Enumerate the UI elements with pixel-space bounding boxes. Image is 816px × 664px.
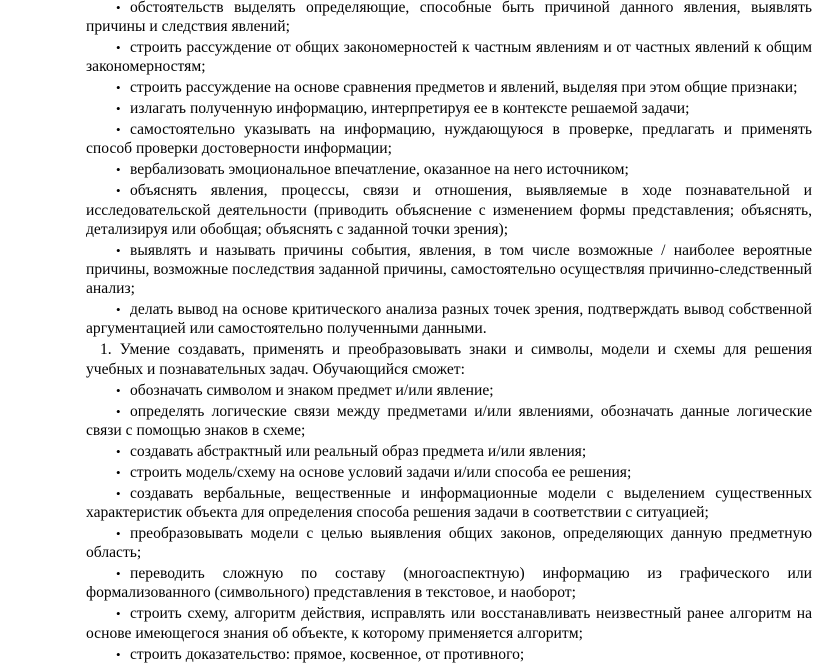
list-item-text: вербализовать эмоциональное впечатление, оказанное на него источником; (130, 161, 629, 179)
list-item (86, 400, 812, 440)
bullet-marker: • (116, 122, 121, 138)
list-item (86, 461, 812, 482)
list-item (86, 118, 812, 158)
list-item (86, 482, 812, 522)
list-item (86, 76, 812, 97)
bullet-marker: • (116, 526, 121, 542)
list-item (86, 180, 812, 239)
list-item-text: строить схему, алгоритм действия, исправлять или восстанавливать неизвестный ранее алгоритм на основе имеющегося знания об объекте, к которому применяется алгоритм; (86, 605, 812, 642)
list-item-text: создавать абстрактный или реальный образ предмета и/или явления; (130, 442, 587, 460)
bullet-marker: • (116, 242, 121, 258)
bullet-marker: • (116, 464, 121, 480)
bullet-marker: • (116, 101, 121, 117)
list-item (86, 239, 812, 298)
list-item (86, 562, 812, 602)
list-item-text: излагать полученную информацию, интерпретируя ее в контексте решаемой задачи; (130, 100, 690, 118)
bullet-marker: • (116, 606, 121, 622)
list-item (86, 0, 812, 36)
bullet-marker: • (116, 80, 121, 96)
list-item (86, 522, 812, 562)
bullet-marker: • (116, 403, 121, 419)
list-item (86, 379, 812, 400)
list-item-text: самостоятельно указывать на информацию, нуждающуюся в проверке, предлагать и применять способ проверки достоверности информации; (86, 121, 812, 158)
bullet-marker: • (116, 382, 121, 398)
list-item (86, 159, 812, 180)
paragraph-text: 1. Умение создавать, применять и преобразовывать знаки и символы, модели и схемы для решения учебных и познавательных задач. Обучающийся сможет: (86, 341, 812, 378)
list-item-text: объяснять явления, процессы, связи и отношения, выявляемые в ходе познавательной и исследовательской деятельности (приводить объяснение с изменением формы представления; объяснять, детализируя или обобщая; объяснять с заданной точки зрения); (86, 182, 812, 238)
list-item-text: обстоятельств выделять определяющие, способные быть причиной данного явления, выявлять причины и следствия явлений; (86, 0, 812, 35)
list-item-text: переводить сложную по составу (многоаспектную) информацию из графического или формализованного (символьного) представления в текстовое, и наоборот; (86, 565, 812, 602)
bullet-marker: • (116, 183, 121, 199)
numbered-paragraph (86, 339, 812, 379)
bullet-marker: • (116, 162, 121, 178)
list-item-text: делать вывод на основе критического анализа разных точек зрения, подтверждать вывод собственной аргументацией или самостоятельно полученными данными. (86, 301, 812, 338)
list-item-text: определять логические связи между предметами и/или явлениями, обозначать данные логические связи с помощью знаков в схеме; (86, 402, 812, 439)
list-item (86, 36, 812, 76)
list-item-text: обозначать символом и знаком предмет и/или явление; (130, 381, 494, 399)
list-item-text: создавать вербальные, вещественные и информационные модели с выделением существенных характеристик объекта для определения способа решения задачи в соответствии с ситуацией; (86, 484, 812, 522)
bullet-marker: • (116, 646, 121, 662)
bullet-marker: • (116, 40, 121, 55)
list-item (86, 97, 812, 118)
list-item-text: строить рассуждение от общих закономерностей к частным явлениям и от частных явлений к общим закономерностям; (86, 39, 812, 76)
list-item-text: выявлять и называть причины события, явления, в том числе возможные / наиболее вероятные причины, возможные последствия заданной причины, самостоятельно осуществляя причинно-следственный анализ; (86, 241, 812, 298)
bullet-marker: • (116, 443, 121, 459)
bullet-marker: • (116, 566, 121, 582)
list-item (86, 440, 812, 461)
bullet-marker: • (116, 302, 121, 318)
list-item-text: строить рассуждение на основе сравнения предметов и явлений, выделяя при этом общие признаки; (130, 79, 798, 97)
list-item (86, 298, 812, 338)
list-item-text: строить модель/схему на основе условий задачи и/или способа ее решения; (130, 463, 632, 481)
bullet-marker: • (116, 485, 121, 501)
list-item-text: преобразовывать модели с целью выявления общих законов, определяющих данную предметную область; (86, 525, 812, 562)
bullet-marker: • (116, 0, 121, 15)
list-item-text: строить доказательство: прямое, косвенное, от противного; (130, 645, 525, 663)
list-item (86, 603, 812, 643)
list-item (86, 643, 812, 664)
